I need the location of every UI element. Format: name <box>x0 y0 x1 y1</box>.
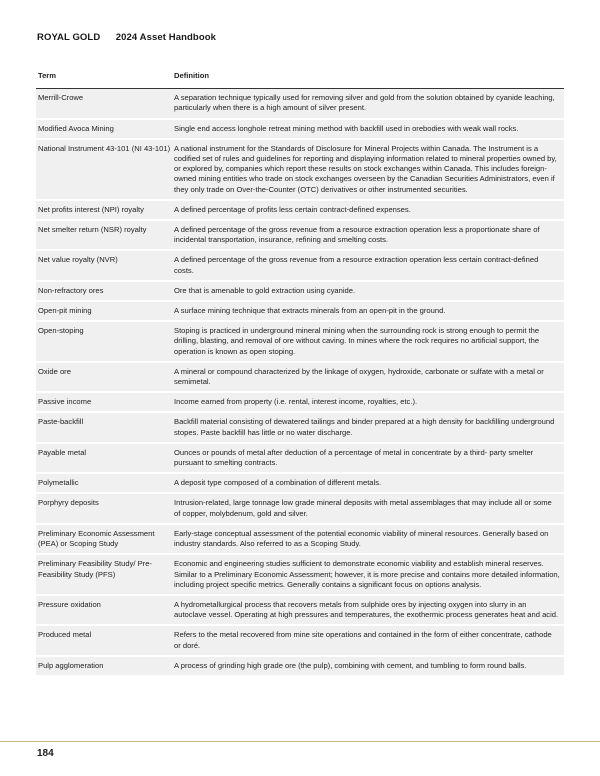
table-row <box>36 302 564 322</box>
table-row <box>36 221 564 251</box>
table-row <box>36 555 564 596</box>
table-row <box>36 89 564 119</box>
definition-cell: Intrusion-related, large tonnage low grade mineral deposits with metal assemblages that may include all or some of copper, molybdenum, gold and silver. <box>174 498 552 518</box>
brand-name: ROYAL GOLD <box>37 32 101 43</box>
term-cell: Preliminary Economic Assessment (PEA) or Scoping Study <box>38 528 155 549</box>
table-row <box>36 120 564 140</box>
term-cell: Porphyry deposits <box>38 498 99 508</box>
table-row <box>36 474 564 494</box>
term-cell: National Instrument 43-101 (NI 43-101) <box>38 143 171 153</box>
table-row <box>36 413 564 443</box>
definition-cell: A deposit type composed of a combination of different metals. <box>174 478 382 488</box>
definition-cell: Income earned from property (i.e. rental, interest income, royalties, etc.). <box>174 397 418 407</box>
definition-cell: A national instrument for the Standards of Disclosure for Mineral Projects within Canada. The Instrument is a codified set of rules and guidelines for reporting and displaying information related to mineral properties owned by, or explored by, companies which report these results on stock exchanges within Canada. This includes foreign-owned mining entities who trade on stock exchanges overseen by the Canadian Securities Administrators, even if they only trade on Over-the-Counter (OTC) derivatives or other instrumented securities. <box>174 143 557 194</box>
page-number: 184 <box>37 748 54 759</box>
term-cell: Pressure oxidation <box>38 599 101 609</box>
definition-cell: A hydrometallurgical process that recovers metals from sulphide ores by injecting oxygen into slurry in an autoclave vessel. Operating at high pressures and temperatures, the exothermic process generates heat and acid. <box>174 599 559 620</box>
document-title: 2024 Asset Handbook <box>115 32 217 43</box>
definition-cell: Early-stage conceptual assessment of the potential economic viability of mineral resources. Generally based on industry standards. Also referred to as a Scoping Study. <box>174 528 549 549</box>
definition-cell: Backfill material consisting of dewatered tailings and binder prepared at a high density for backfilling underground stopes. Paste backfill has little or no water discharge. <box>174 417 555 437</box>
table-row <box>36 201 564 221</box>
definition-cell: Stoping is practiced in underground mineral mining when the surrounding rock is strong enough to permit the drilling, blasting, and removal of ore without caving. In mines where the rock requires no artificial support, the operation is known as open stoping. <box>174 326 540 356</box>
term-cell: Preliminary Feasibility Study/ Pre-Feasibility Study (PFS) <box>38 559 152 579</box>
term-cell: Payable metal <box>38 447 87 457</box>
term-cell: Net profits interest (NPI) royalty <box>38 204 144 214</box>
definition-cell: A separation technique typically used for removing silver and gold from the solution obtained by cyanide leaching, particularly when there is a high amount of silver present. <box>174 93 555 113</box>
table-body <box>36 89 564 677</box>
table-row <box>36 322 564 363</box>
term-cell: Oxide ore <box>38 366 71 376</box>
table-row <box>36 626 564 656</box>
definition-cell: A defined percentage of the gross revenue from a resource extraction operation less a proportionate share of incidental transportation, insurance, refining and smelting costs. <box>174 225 540 245</box>
table-row <box>36 444 564 474</box>
glossary-table <box>36 65 564 677</box>
term-cell: Merrill-Crowe <box>38 93 84 103</box>
term-cell: Open-stoping <box>38 326 84 336</box>
term-cell: Produced metal <box>38 630 92 640</box>
definition-cell: Economic and engineering studies sufficient to demonstrate economic viability and establish mineral reserves. Similar to a Preliminary Economic Assessment; however, it is more precise and contains more detailed information, including project specific metrics. Generally contains a significant focus on options analysis. <box>174 559 560 589</box>
term-cell: Paste-backfill <box>38 417 84 427</box>
definition-cell: A defined percentage of the gross revenue from a resource extraction operation less certain contract-defined costs. <box>174 255 539 275</box>
definition-cell: A surface mining technique that extracts minerals from an open-pit in the ground. <box>174 306 446 316</box>
term-cell: Open-pit mining <box>38 306 92 316</box>
definition-cell: A mineral or compound characterized by the linkage of oxygen, hydroxide, carbonate or sulfate with a metal or semimetal. <box>174 366 544 387</box>
table-row <box>36 140 564 201</box>
footer-rule <box>0 741 600 742</box>
table-row <box>36 251 564 281</box>
definition-cell: Ore that is amenable to gold extraction using cyanide. <box>174 285 356 295</box>
definition-cell: A process of grinding high grade ore (the pulp), combining with cement, and tumbling to form round balls. <box>174 660 527 670</box>
term-cell: Pulp agglomeration <box>38 660 104 670</box>
definition-cell: Single end access longhole retreat mining method with backfill used in orebodies with weak wall rocks. <box>174 123 519 133</box>
definition-cell: Ounces or pounds of metal after deduction of a percentage of metal in concentrate by a third- party smelter pursuant to smelting contracts. <box>174 447 534 468</box>
term-cell: Non-refractory ores <box>38 285 104 295</box>
definition-cell: Refers to the metal recovered from mine site operations and contained in the form of either concentrate, cathode or doré. <box>174 630 552 650</box>
term-column-header: Term <box>38 71 57 80</box>
term-cell: Polymetallic <box>38 478 79 488</box>
term-cell: Net smelter return (NSR) royalty <box>38 225 147 235</box>
table-row <box>36 657 564 677</box>
definition-column-header: Definition <box>174 71 210 80</box>
definition-cell: A defined percentage of profits less certain contract-defined expenses. <box>174 204 411 214</box>
table-row <box>36 494 564 524</box>
table-row <box>36 596 564 626</box>
term-cell: Net value royalty (NVR) <box>38 255 118 265</box>
term-cell: Passive income <box>38 397 92 407</box>
table-row <box>36 525 564 555</box>
table-row <box>36 393 564 413</box>
term-cell: Modified Avoca Mining <box>38 123 114 133</box>
table-row <box>36 282 564 302</box>
table-header <box>36 65 564 89</box>
table-row <box>36 363 564 393</box>
page-header <box>37 32 216 43</box>
